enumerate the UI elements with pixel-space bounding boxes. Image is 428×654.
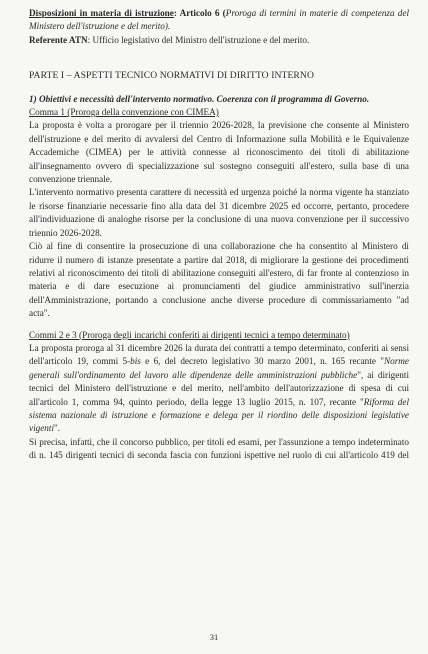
section1-para3 (29, 240, 409, 320)
paragraph-line: triennio 2026-2028. (29, 227, 102, 238)
referent-line (29, 34, 409, 47)
header-line-2: Ministero dell'istruzione e del merito). (29, 21, 171, 32)
text-run-italic: bis (130, 356, 141, 367)
section1-para1 (29, 119, 409, 186)
referent-label: Referente ATN (29, 34, 88, 45)
paragraph-line: materia e di dare esecuzione ai pronunciamenti del giudice amministrativo sull'inerzia (29, 281, 409, 292)
header-line-1 (29, 7, 409, 20)
paragraph-line: le risorse finanziarie necessarie fino alla data del 31 dicembre 2025 ed occorre, pertanto, procedere (29, 200, 409, 211)
paragraph-line: Accademiche (CIMEA) per le attività connesse al riconoscimento dei titoli di abilitazione (29, 147, 409, 158)
paragraph-line: all'individuazione di analoghe risorse per la conclusione di una nuova convenzione per il successivo (29, 214, 409, 225)
paragraph-line (29, 355, 409, 368)
paragraph-line: relativi al riconoscimento dei titoli di abilitazione conseguiti all'estero, di far fronte al contenzioso in (29, 267, 409, 278)
text-run: e 6, del decreto legislativo 30 marzo 2001, n. 165 recante " (140, 356, 384, 367)
paragraph-line: tecnici del Ministero dell'istruzione e del merito, nell'ambito dell'autorizzazione di spesa di cui (29, 383, 409, 394)
text-run-italic: Riforma del (363, 396, 410, 407)
paragraph-line: ridurre il numero di istanze presentate a partire dal 2018, di migliorare la gestione dei procedimenti (29, 254, 409, 265)
section1-para2 (29, 186, 409, 240)
header-article-title: Proroga di termini in materie di competenza del (225, 8, 409, 18)
referent-value: : Ufficio legislativo del Ministro dell'istruzione e del merito. (87, 34, 310, 45)
text-run: ", ai dirigenti (357, 369, 409, 380)
paragraph-line: Si precisa, infatti, che il concorso pubblico, per titoli ed esami, per l'assunzione a tempo indeterminato (29, 436, 409, 447)
paragraph-line: Ciò al fine di consentire la prosecuzione di una collaborazione che ha consentito al Ministero di (29, 241, 409, 252)
paragraph-line: convenzione triennale. (29, 174, 113, 185)
paragraph-line: all'insegnamento ovvero di specializzazione sul sostegno conseguiti all'estero, sulla base di una (29, 160, 409, 171)
section2-para2 (29, 436, 409, 463)
page-number: 31 (209, 632, 219, 642)
paragraph-line (29, 422, 409, 435)
header-label: Disposizioni in materia di istruzione (29, 8, 174, 18)
text-run-italic: generali sull'ordinamento del lavoro alle dipendenze delle amministrazioni pubbliche (29, 369, 358, 380)
header-article: : Articolo 6 ( (173, 8, 226, 18)
text-run: ". (54, 423, 61, 434)
paragraph-line: di n. 145 dirigenti tecnici di seconda fascia con funzioni ispettive nel ruolo di cui all'articolo 419 del (29, 450, 409, 461)
paragraph-line (29, 396, 409, 409)
section1-subheading: Comma 1 (Proroga della convenzione con CIMEA) (29, 107, 219, 118)
text-run-italic: Norme (383, 356, 409, 367)
text-run-italic: vigenti (29, 423, 55, 434)
paragraph-line: La proposta proroga al 31 dicembre 2026 la durata dei contratti a tempo determinato, conferiti ai sensi (29, 342, 409, 353)
section2-para1 (29, 342, 409, 436)
paragraph-line: La proposta è volta a prorogare per il triennio 2026-2028, la previsione che consente al Ministero (29, 120, 409, 131)
text-run: all'articolo 1, comma 94, quinto periodo, della legge 13 luglio 2015, n. 107, recante " (29, 396, 364, 407)
section1-heading: 1) Obiettivi e necessità dell'intervento normativo. Coerenza con il programma di Governo. (29, 93, 370, 104)
paragraph-line: sistema nazionale di istruzione e formazione e delega per il riordino delle disposizioni legislative (29, 409, 409, 420)
text-run: dell'articolo 19, commi 5- (29, 356, 131, 367)
part-title: PARTE I – ASPETTI TECNICO NORMATIVI DI DIRITTO INTERNO (29, 70, 314, 82)
paragraph-line: L'intervento normativo presenta carattere di necessità ed urgenza poiché la norma vigente ha stanziato (29, 187, 409, 198)
paragraph-line (29, 369, 409, 382)
paragraph-line: dell'istruzione e del merito di avvalersi del Centro di Informazione sulla Mobilità e le Equivalenze (29, 133, 409, 144)
paragraph-line: acta". (29, 308, 50, 319)
paragraph-line: dell'Amministrazione, portando a conclusione anche diverse procedure di commissariamento "ad (29, 294, 409, 305)
section2-subheading: Commi 2 e 3 (Proroga degli incarichi conferiti ai dirigenti tecnici a tempo determinato) (29, 329, 350, 340)
